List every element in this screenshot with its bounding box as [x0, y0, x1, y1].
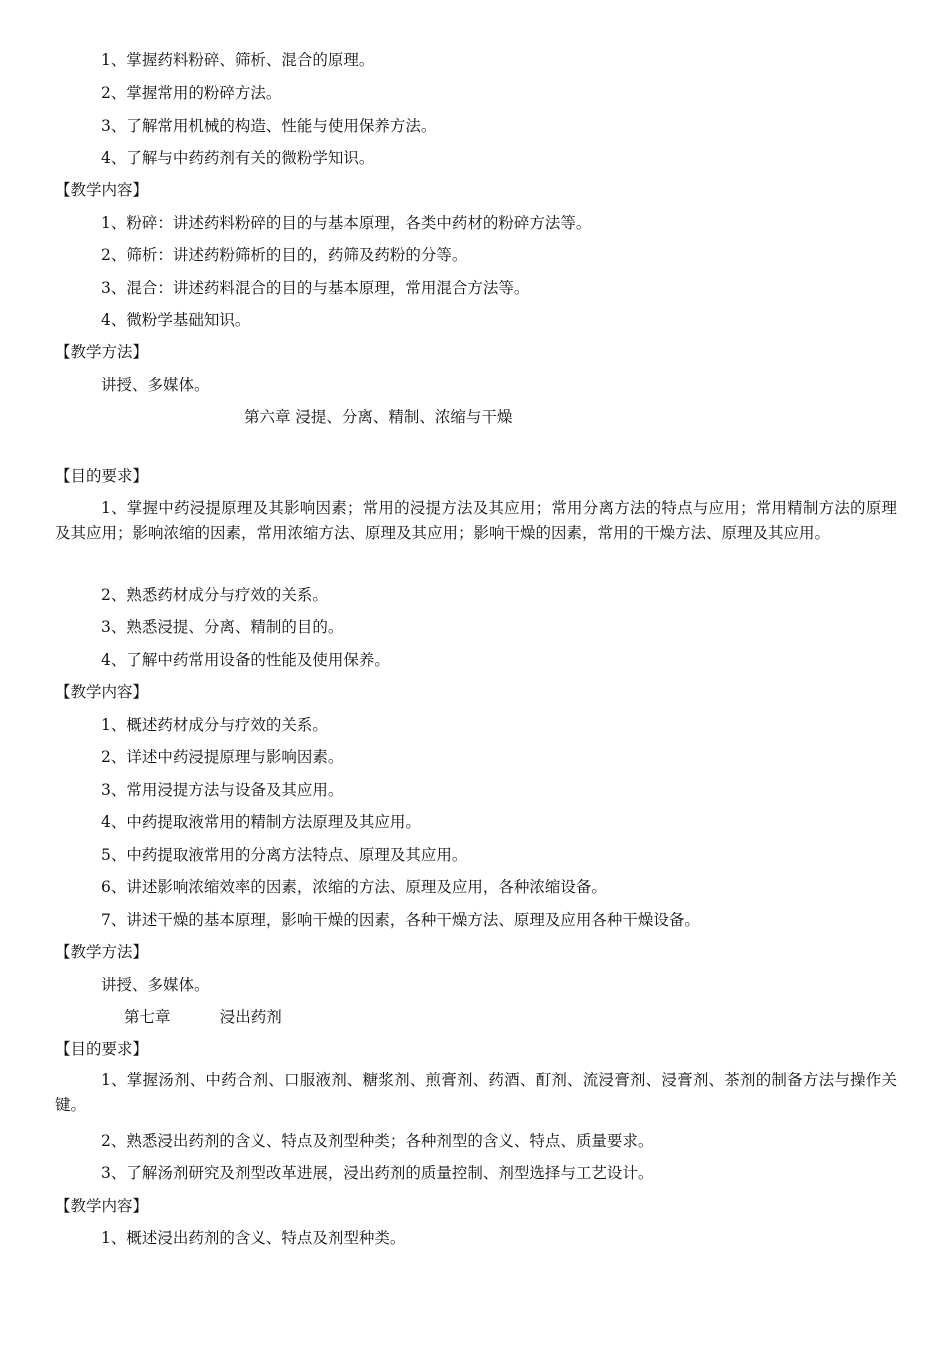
content-item: 3、常用浸提方法与设备及其应用。 — [101, 781, 344, 799]
objective-item: 2、掌握常用的粉碎方法。 — [101, 84, 282, 102]
chapter-title: 第六章 浸提、分离、精制、浓缩与干燥 — [244, 408, 513, 426]
content-item: 3、混合：讲述药料混合的目的与基本原理，常用混合方法等。 — [101, 279, 530, 297]
content-item: 2、详述中药浸提原理与影响因素。 — [101, 748, 344, 766]
content-item: 2、筛析：讲述药粉筛析的目的，药筛及药粉的分等。 — [101, 246, 468, 264]
objective-item: 3、了解汤剂研究及剂型改革进展，浸出药剂的质量控制、剂型选择与工艺设计。 — [101, 1164, 654, 1182]
objective-item: 3、了解常用机械的构造、性能与使用保养方法。 — [101, 117, 437, 135]
content-item: 5、中药提取液常用的分离方法特点、原理及其应用。 — [101, 846, 468, 864]
content-item: 1、概述浸出药剂的含义、特点及剂型种类。 — [101, 1229, 406, 1247]
section-header-objectives: 【目的要求】 — [55, 1040, 149, 1058]
objective-item: 4、了解中药常用设备的性能及使用保养。 — [101, 651, 390, 669]
content-item: 1、概述药材成分与疗效的关系。 — [101, 716, 328, 734]
objective-paragraph: 1、掌握汤剂、中药合剂、口服液剂、糖浆剂、煎膏剂、药酒、酊剂、流浸膏剂、浸膏剂、茶剂的制备方法与操作关键。 — [55, 1071, 897, 1114]
objective-item: 2、熟悉药材成分与疗效的关系。 — [101, 586, 328, 604]
section-header-teaching-content: 【教学内容】 — [55, 683, 149, 701]
section-header-objectives: 【目的要求】 — [55, 467, 149, 485]
content-item: 4、微粉学基础知识。 — [101, 311, 251, 329]
section-header-teaching-content: 【教学内容】 — [55, 1197, 149, 1215]
objective-item: 3、熟悉浸提、分离、精制的目的。 — [101, 618, 344, 636]
section-header-teaching-method: 【教学方法】 — [55, 343, 149, 361]
method-text: 讲授、多媒体。 — [101, 976, 210, 994]
content-item: 1、粉碎：讲述药料粉碎的目的与基本原理，各类中药材的粉碎方法等。 — [101, 214, 592, 232]
content-item: 7、讲述干燥的基本原理，影响干燥的因素，各种干燥方法、原理及应用各种干燥设备。 — [101, 911, 700, 929]
objective-item: 2、熟悉浸出药剂的含义、特点及剂型种类；各种剂型的含义、特点、质量要求。 — [101, 1132, 654, 1150]
objective-item: 4、了解与中药药剂有关的微粉学知识。 — [101, 149, 375, 167]
section-header-teaching-content: 【教学内容】 — [55, 181, 149, 199]
section-header-teaching-method: 【教学方法】 — [55, 943, 149, 961]
chapter-title: 第七章 浸出药剂 — [124, 1008, 282, 1026]
method-text: 讲授、多媒体。 — [101, 376, 210, 394]
objective-item: 1、掌握药料粉碎、筛析、混合的原理。 — [101, 51, 375, 69]
content-item: 4、中药提取液常用的精制方法原理及其应用。 — [101, 813, 421, 831]
content-item: 6、讲述影响浓缩效率的因素，浓缩的方法、原理及应用，各种浓缩设备。 — [101, 878, 607, 896]
objective-paragraph: 1、掌握中药浸提原理及其影响因素；常用的浸提方法及其应用；常用分离方法的特点与应用；常用精制方法的原理及其应用；影响浓缩的因素，常用浓缩方法、原理及其应用；影响干燥的因素，常用的干燥方法、原理及其应用。 — [55, 499, 897, 542]
